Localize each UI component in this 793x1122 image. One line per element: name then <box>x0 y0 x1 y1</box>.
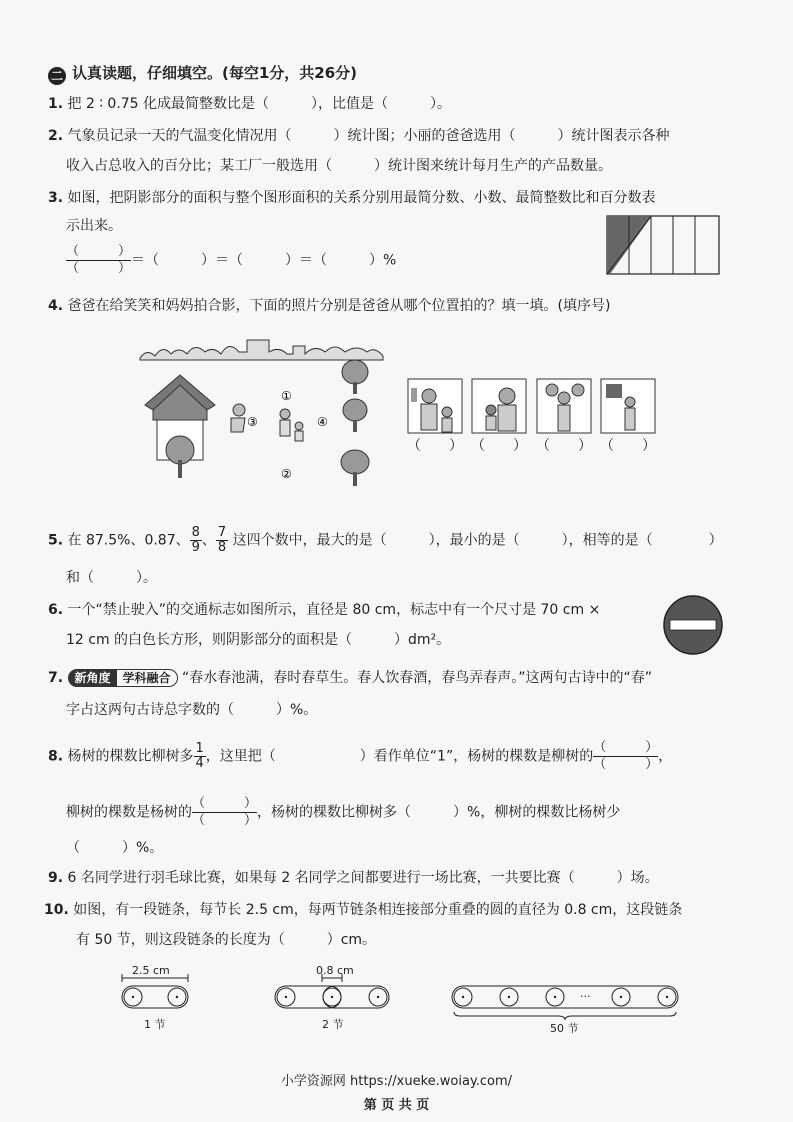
photo-b-blank[interactable]: （ ） <box>471 438 527 454</box>
answer-fraction: $\frac{( )}{( )}$ <box>66 244 132 276</box>
ellipsis: ··· <box>580 990 591 1003</box>
chain-diagram <box>110 962 700 1036</box>
question-number: 4. <box>48 298 64 314</box>
fraction-1-4: $\frac{1}{4}$ <box>195 741 204 771</box>
question-number: 9. <box>48 870 64 886</box>
question-10 <box>44 900 682 920</box>
photo-d-blank[interactable]: （ ） <box>600 438 656 454</box>
question-number: 3. <box>48 190 64 206</box>
position-3-label: ③ <box>247 415 258 429</box>
question-number: 7. <box>48 670 64 686</box>
question-text: 如图，把阴影部分的面积与整个图形面积的关系分别用最简分数、小数、最简整数比和百分数表 <box>67 190 656 206</box>
position-1-label: ① <box>281 389 292 403</box>
question-text: 爸爸在给笑笑和妈妈拍合影，下面的照片分别是爸爸从哪个位置拍的？填一填。(填序号) <box>67 298 611 314</box>
position-2-label: ② <box>281 467 292 481</box>
question-6 <box>48 600 600 620</box>
question-3-answer <box>66 244 396 277</box>
photo-c <box>536 378 592 434</box>
shaded-rectangle-figure <box>606 215 720 275</box>
question-5: 5. 在 87.5%、0.87、 $\frac{8}{9}$ 、 $\frac{7}{8}$ 这四个数中，最大的是（ ），最小的是（ ），相等的是（ ） <box>48 525 723 555</box>
question-text: “春水春池满，春时春草生。春人饮春酒，春鸟弄春声。”这两句古诗中的“春” <box>182 670 653 686</box>
fraction-8-9: $\frac{8}{9}$ <box>191 525 200 555</box>
length-label: 2.5 cm <box>132 964 170 977</box>
question-2-line2: 收入占总收入的百分比；某工厂一般选用（ ）统计图来统计每月生产的产品数量。 <box>66 158 612 174</box>
question-7 <box>48 668 652 688</box>
photo-scene-illustration <box>135 330 385 490</box>
question-8: 8. 杨树的棵数比柳树多 $\frac{1}{4}$ ，这里把（ ）看作单位“1”，杨树的棵数是柳树的 $\frac{( )}{( )}$ ， <box>48 740 673 772</box>
question-number: 5. <box>48 532 64 549</box>
overlap-label: 0.8 cm <box>316 964 354 977</box>
question-text: 一个“禁止驶入”的交通标志如图所示，直径是 80 cm，标志中有一个尺寸是 70 cm × <box>67 602 601 618</box>
question-2 <box>48 126 670 146</box>
section-badge: 二 <box>48 67 66 85</box>
photo-a-blank[interactable]: （ ） <box>407 438 463 454</box>
section-header <box>48 62 357 85</box>
answer-fraction: $\frac{( )}{( )}$ <box>192 796 258 828</box>
caption-2: 2 节 <box>322 1018 344 1031</box>
answer-chain: ＝（ ）＝（ ）＝（ ）% <box>131 252 397 269</box>
photo-a <box>407 378 463 434</box>
question-3 <box>48 188 656 208</box>
question-text: 把 2 ∶ 0.75 化成最简整数比是（ ），比值是（ ）。 <box>67 96 452 112</box>
question-3-line2: 示出来。 <box>66 218 122 234</box>
question-4 <box>48 296 610 316</box>
question-text: 气象员记录一天的气温变化情况用（ ）统计图；小丽的爸爸选用（ ）统计图表示各种 <box>67 128 670 144</box>
question-number: 8. <box>48 748 64 765</box>
question-text: 如图，有一段链条，每节长 2.5 cm，每两节链条相连接部分重叠的圆的直径为 0.8 cm，这段链条 <box>73 902 683 918</box>
question-1 <box>48 94 451 114</box>
position-4-label: ④ <box>317 415 328 429</box>
new-angle-tag: 新角度 学科融合 <box>68 669 178 687</box>
photo-c-blank[interactable]: （ ） <box>536 438 592 454</box>
question-8-line3: （ ）%。 <box>66 840 164 856</box>
question-text: 6 名同学进行羽毛球比赛，如果每 2 名同学之间都要进行一场比赛，一共要比赛（ ）场。 <box>67 870 659 886</box>
section-title: 认真读题，仔细填空。(每空1分，共26分) <box>72 64 358 82</box>
question-10-line2: 有 50 节，则这段链条的长度为（ ）cm。 <box>76 932 377 948</box>
question-6-line2: 12 cm 的白色长方形，则阴影部分的面积是（ ）dm²。 <box>66 632 451 648</box>
question-8-line2: 柳树的棵数是杨树的 $\frac{( )}{( )}$ ，杨树的棵数比柳树多（ ）%，柳树的棵数比杨树少 <box>66 796 621 828</box>
caption-3: 50 节 <box>550 1022 579 1035</box>
footer-site: 小学资源网 https://xueke.woiay.com/ <box>280 1074 513 1089</box>
fraction-7-8: $\frac{7}{8}$ <box>217 525 227 555</box>
photo-d <box>600 378 656 434</box>
question-number: 6. <box>48 602 64 618</box>
answer-fraction: $\frac{( )}{( )}$ <box>593 740 659 772</box>
question-7-line2: 字占这两句古诗总字数的（ ）%。 <box>66 702 318 718</box>
question-number: 1. <box>48 96 64 112</box>
no-entry-sign-icon <box>662 594 724 656</box>
footer-page: 第 页 共 页 <box>363 1098 430 1113</box>
photo-b <box>471 378 527 434</box>
question-5-line2: 和（ ）。 <box>66 570 157 586</box>
question-9 <box>48 868 659 888</box>
question-number: 10. <box>44 902 69 918</box>
caption-1: 1 节 <box>144 1018 166 1031</box>
question-number: 2. <box>48 128 64 144</box>
